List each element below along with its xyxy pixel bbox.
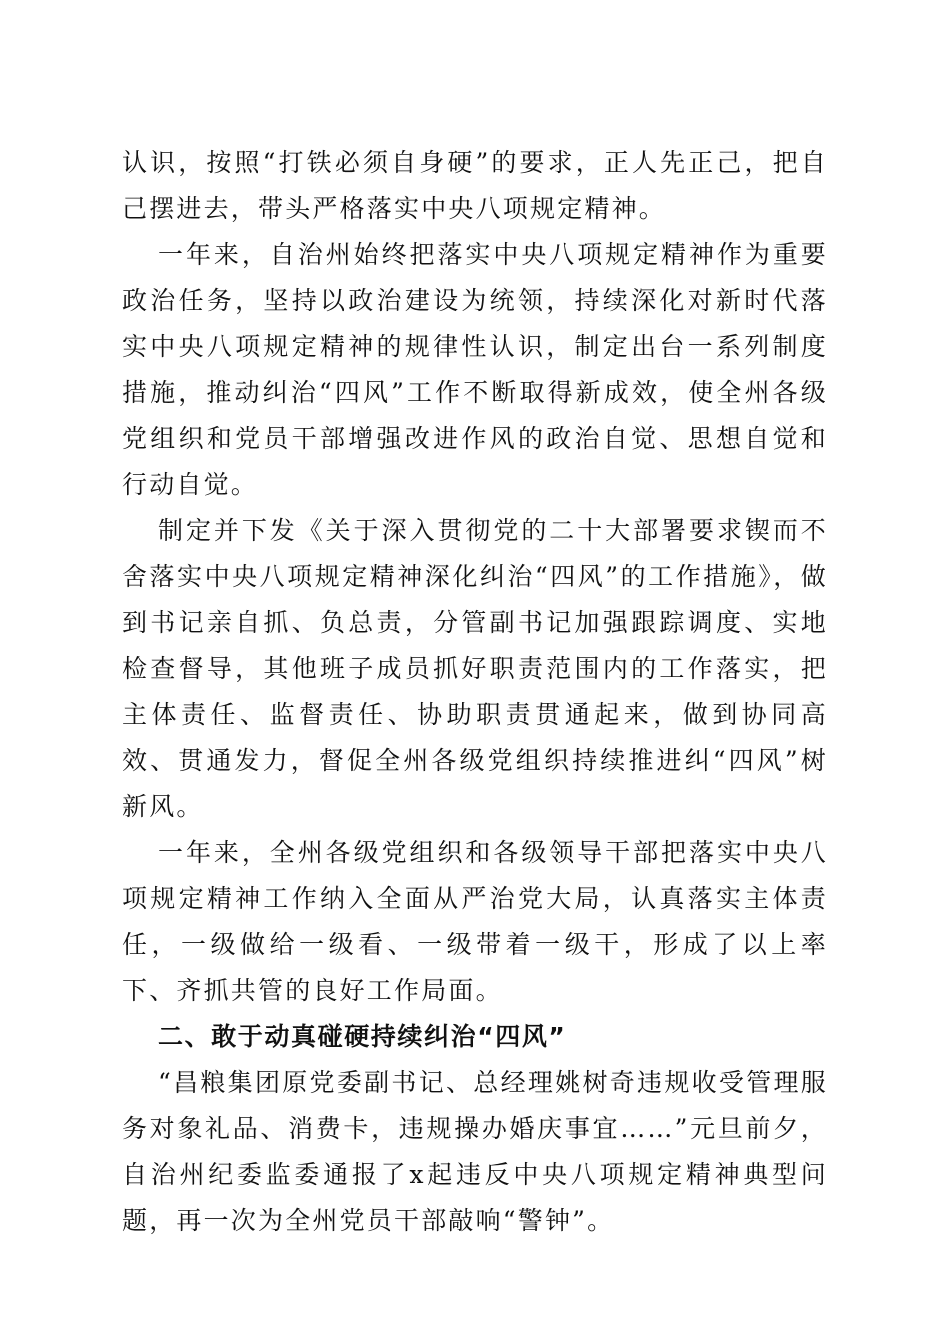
document-body bbox=[122, 140, 828, 1244]
paragraph-political-task: 一年来，自治州始终把落实中央八项规定精神作为重要政治任务，坚持以政治建设为统领，持续深化对新时代落实中央八项规定精神的规律性认识，制定出台一系列制度措施，推动纠治“四风”工作不断取得新成效，使全州各级党组织和党员干部增强改进作风的政治自觉、思想自觉和行动自觉。 bbox=[122, 240, 828, 499]
paragraph-work-measures: 制定并下发《关于深入贯彻党的二十大部署要求锲而不舍落实中央八项规定精神深化纠治“四风”的工作措施》，做到书记亲自抓、负总责，分管副书记加强跟踪调度、实地检查督导，其他班子成员抓好职责范围内的工作落实，把主体责任、监督责任、协助职责贯通起来，做到协同高效、贯通发力，督促全州各级党组织持续推进纠“四风”树新风。 bbox=[122, 516, 828, 821]
section-heading: 二、敢于动真碰硬持续纠治“四风” bbox=[158, 1022, 567, 1051]
paragraph-responsibility: 一年来，全州各级党组织和各级领导干部把落实中央八项规定精神工作纳入全面从严治党大局，认真落实主体责任，一级做给一级看、一级带着一级干，形成了以上率下、齐抓共管的良好工作局面。 bbox=[122, 838, 828, 1005]
paragraph-continuation: 认识，按照“打铁必须自身硬”的要求，正人先正己，把自己摆进去，带头严格落实中央八项规定精神。 bbox=[122, 148, 828, 223]
paragraph-case-report: “昌粮集团原党委副书记、总经理姚树奇违规收受管理服务对象礼品、消费卡，违规操办婚庆事宜……”元旦前夕，自治州纪委监委通报了x起违反中央八项规定精神典型问题，再一次为全州党员干部敲响“警钟”。 bbox=[122, 1068, 828, 1235]
